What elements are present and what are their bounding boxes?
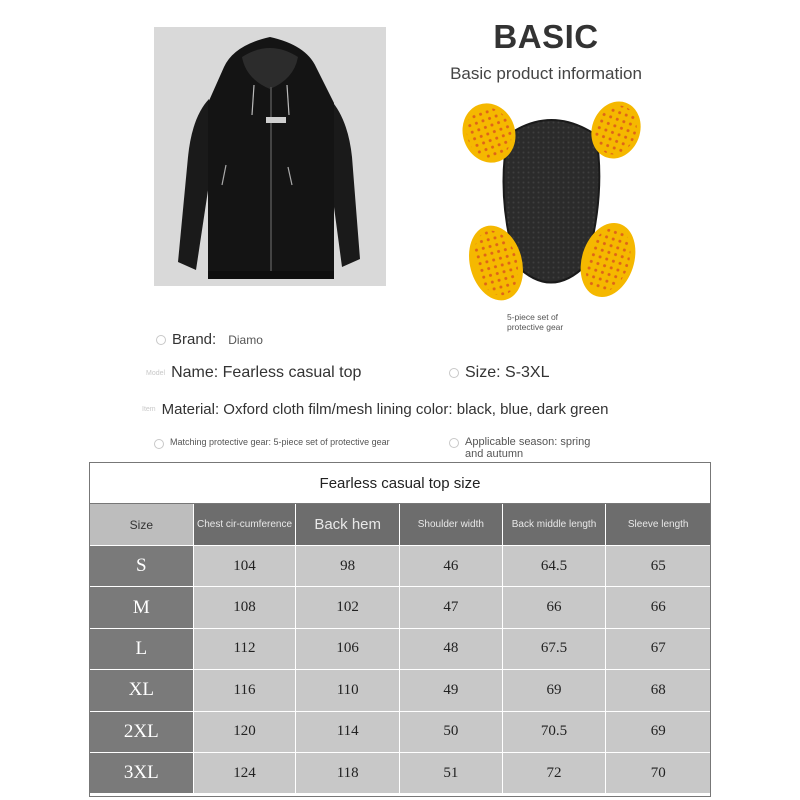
product-name: Name: Fearless casual top: [171, 364, 362, 381]
chest-cell: 120: [194, 712, 297, 753]
back-hem-cell: 114: [296, 712, 400, 753]
back-hem-cell: 106: [296, 629, 400, 670]
table-row: [90, 546, 710, 587]
gear-icon: [154, 439, 164, 449]
size-table-title: Fearless casual top size: [90, 463, 710, 504]
protective-gear-caption: 5-piece set of protective gear: [507, 312, 564, 332]
material-row: [142, 401, 608, 418]
back-length-cell: 64.5: [503, 546, 607, 587]
page-title: BASIC: [493, 18, 599, 55]
size-table-header: [90, 504, 710, 546]
material-tag: Item: [142, 406, 156, 413]
chest-cell: 112: [194, 629, 297, 670]
protective-gear-row: [154, 437, 394, 449]
name-row: [146, 364, 361, 382]
shoulder-cell: 49: [400, 670, 503, 711]
back-length-cell: 67.5: [503, 629, 607, 670]
sleeve-cell: 69: [606, 712, 710, 753]
shoulder-cell: 47: [400, 587, 503, 628]
header-back-hem: Back hem: [296, 504, 400, 546]
back-length-cell: 66: [503, 587, 607, 628]
season-icon: [449, 438, 459, 448]
header-size: Size: [90, 504, 194, 546]
back-length-cell: 70.5: [503, 712, 607, 753]
chest-cell: 124: [194, 753, 297, 794]
table-row: [90, 587, 710, 628]
back-hem-cell: 102: [296, 587, 400, 628]
table-row: [90, 753, 710, 794]
table-row: [90, 712, 710, 753]
size-cell: S: [90, 546, 194, 587]
back-hem-cell: 110: [296, 670, 400, 711]
back-length-cell: 72: [503, 753, 607, 794]
season-row: [449, 436, 609, 460]
chest-cell: 104: [194, 546, 297, 587]
back-hem-cell: 118: [296, 753, 400, 794]
shoulder-cell: 51: [400, 753, 503, 794]
size-cell: L: [90, 629, 194, 670]
size-icon: [449, 368, 459, 378]
page-subtitle: Basic product information: [450, 64, 642, 83]
shoulder-cell: 48: [400, 629, 503, 670]
header-sleeve: Sleeve length: [606, 504, 710, 546]
header-shoulder: Shoulder width: [400, 504, 503, 546]
back-hem-cell: 98: [296, 546, 400, 587]
sleeve-cell: 68: [606, 670, 710, 711]
size-cell: 2XL: [90, 712, 194, 753]
season-text: Applicable season: spring and autumn: [465, 436, 591, 460]
product-photo: [154, 27, 386, 286]
brand-value: Diamo: [228, 332, 263, 347]
size-range: Size: S-3XL: [465, 364, 550, 381]
shoulder-cell: 46: [400, 546, 503, 587]
sleeve-cell: 70: [606, 753, 710, 794]
sleeve-cell: 67: [606, 629, 710, 670]
shoulder-cell: 50: [400, 712, 503, 753]
brand-icon: [156, 335, 166, 345]
back-length-cell: 69: [503, 670, 607, 711]
table-row: [90, 629, 710, 670]
size-table: [89, 462, 711, 797]
size-range-row: [449, 364, 549, 382]
sleeve-cell: 66: [606, 587, 710, 628]
material-text: Material: Oxford cloth film/mesh lining color: black, blue, dark green: [161, 401, 609, 418]
size-cell: 3XL: [90, 753, 194, 794]
header-back-length: Back middle length: [503, 504, 607, 546]
chest-cell: 116: [194, 670, 297, 711]
protective-gear-text: Matching protective gear: 5-piece set of protective gear: [170, 437, 390, 447]
size-cell: XL: [90, 670, 194, 711]
brand-label: Brand:: [172, 331, 217, 348]
chest-cell: 108: [194, 587, 297, 628]
table-row: [90, 670, 710, 711]
header-chest: Chest cir-cumference: [194, 504, 297, 546]
name-tag: Model: [146, 369, 166, 377]
size-cell: M: [90, 587, 194, 628]
protective-gear-illustration: [456, 95, 646, 310]
sleeve-cell: 65: [606, 546, 710, 587]
brand-row: [156, 331, 263, 348]
